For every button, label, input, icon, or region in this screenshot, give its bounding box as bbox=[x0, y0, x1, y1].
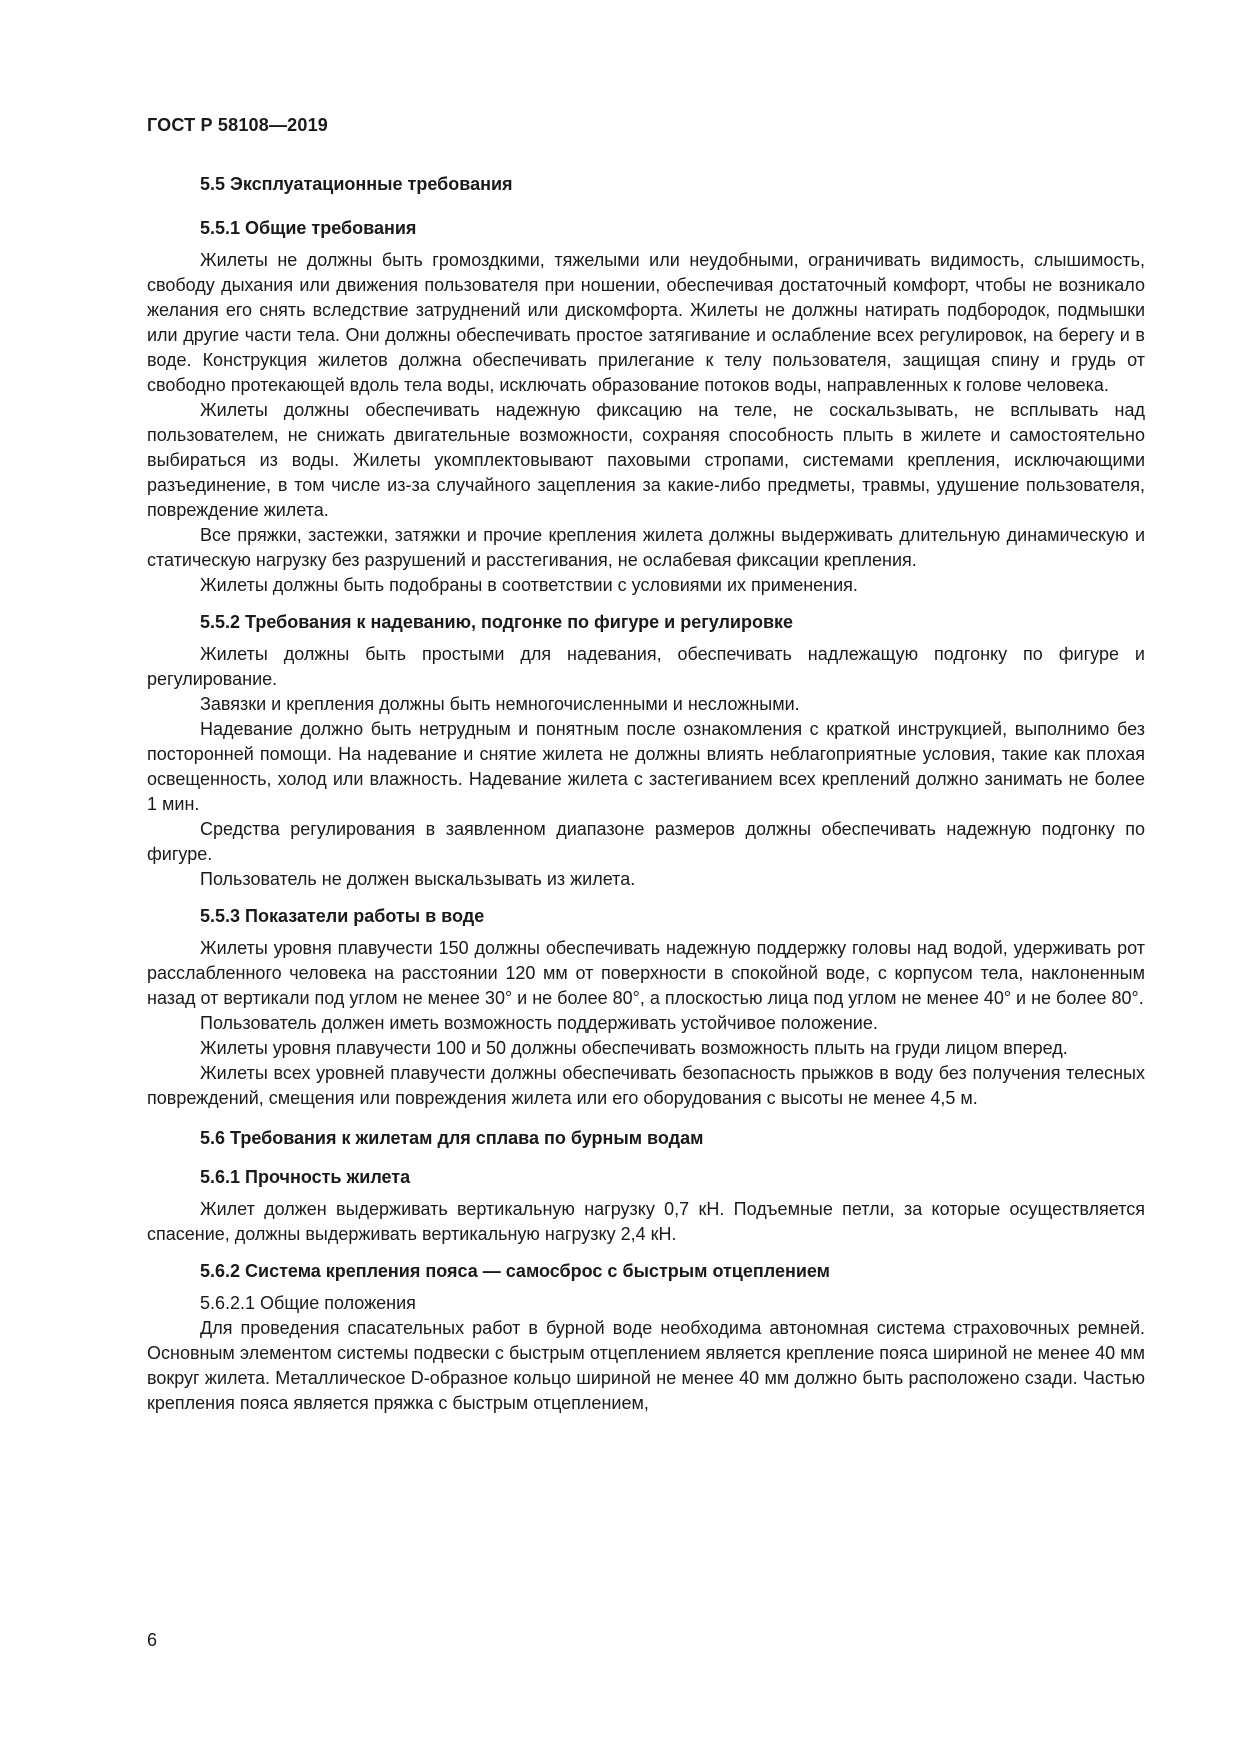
paragraph: Жилеты уровня плавучести 150 должны обеспечивать надежную поддержку головы над водой, удерживать рот расслабленного человека на расстоянии 120 мм от поверхности в спокойной воде, с корпусом тела, наклоненным назад от вертикали под углом не менее 30° и не более 80°, а плоскостью лица под углом не менее 40° и не более 80°. bbox=[147, 938, 1145, 1008]
paragraph: Жилеты должны быть подобраны в соответствии с условиями их применения. bbox=[200, 575, 858, 595]
paragraph: Жилеты всех уровней плавучести должны обеспечивать безопасность прыжков в воду без получения телесных повреждений, смещения или повреждения жилета или его оборудования с высоты не менее 4,5 м. bbox=[147, 1063, 1145, 1108]
page-number: 6 bbox=[147, 1630, 158, 1650]
section-heading-5-5: 5.5 Эксплуатационные требования bbox=[200, 174, 513, 194]
paragraph: Надевание должно быть нетрудным и понятным после ознакомления с краткой инструкцией, выполнимо без посторонней помощи. На надевание и снятие жилета не должны влиять неблагоприятные условия, такие как плохая освещенность, холод или влажность. Надевание жилета с застегиванием всех креплений должно занимать не более 1 мин. bbox=[147, 719, 1145, 814]
section-heading-5-6-2: 5.6.2 Система крепления пояса — самосброс с быстрым отцеплением bbox=[200, 1261, 830, 1281]
subsection-heading-5-6-2-1: 5.6.2.1 Общие положения bbox=[200, 1293, 416, 1313]
paragraph: Пользователь не должен выскальзывать из жилета. bbox=[200, 869, 636, 889]
document-id: ГОСТ Р 58108—2019 bbox=[147, 115, 329, 135]
paragraph: Жилеты должны быть простыми для надевания, обеспечивать надлежащую подгонку по фигуре и регулирование. bbox=[147, 644, 1145, 689]
paragraph: Жилеты уровня плавучести 100 и 50 должны обеспечивать возможность плыть на груди лицом вперед. bbox=[200, 1038, 1068, 1058]
section-heading-5-5-1: 5.5.1 Общие требования bbox=[200, 218, 417, 238]
paragraph: Завязки и крепления должны быть немногочисленными и несложными. bbox=[200, 694, 800, 714]
paragraph: Жилет должен выдерживать вертикальную нагрузку 0,7 кН. Подъемные петли, за которые осуществляется спасение, должны выдерживать вертикальную нагрузку 2,4 кН. bbox=[147, 1199, 1145, 1244]
paragraph: Пользователь должен иметь возможность поддерживать устойчивое положение. bbox=[200, 1013, 878, 1033]
document-body bbox=[147, 172, 1145, 1416]
section-heading-5-5-3: 5.5.3 Показатели работы в воде bbox=[200, 906, 485, 926]
paragraph: Жилеты не должны быть громоздкими, тяжелыми или неудобными, ограничивать видимость, слышимость, свободу дыхания или движения пользователя при ношении, обеспечивая достаточный комфорт, чтобы не возникало желания его снять вследствие затруднений или дискомфорта. Жилеты не должны натирать подбородок, подмышки или другие части тела. Они должны обеспечивать простое затягивание и ослабление всех регулировок, на берегу и в воде. Конструкция жилетов должна обеспечивать прилегание к телу пользователя, защищая спину и грудь от свободно протекающей вдоль тела воды, исключать образование потоков воды, направленных к голове человека. bbox=[147, 250, 1145, 395]
paragraph: Для проведения спасательных работ в бурной воде необходима автономная система страховочных ремней. Основным элементом системы подвески с быстрым отцеплением является крепление пояса шириной не менее 40 мм вокруг жилета. Металлическое D-образное кольцо шириной не менее 40 мм должно быть расположено сзади. Частью крепления пояса является пряжка с быстрым отцеплением, bbox=[147, 1318, 1145, 1413]
section-heading-5-6: 5.6 Требования к жилетам для сплава по бурным водам bbox=[200, 1128, 704, 1148]
paragraph: Средства регулирования в заявленном диапазоне размеров должны обеспечивать надежную подгонку по фигуре. bbox=[147, 819, 1145, 864]
section-heading-5-6-1: 5.6.1 Прочность жилета bbox=[200, 1167, 411, 1187]
paragraph: Жилеты должны обеспечивать надежную фиксацию на теле, не соскальзывать, не всплывать над пользователем, не снижать двигательные возможности, сохраняя способность плыть в жилете и самостоятельно выбираться из воды. Жилеты укомплектовывают паховыми стропами, системами крепления, исключающими разъединение, в том числе из-за случайного зацепления за какие-либо предметы, травмы, удушение пользователя, повреждение жилета. bbox=[147, 400, 1145, 520]
paragraph: Все пряжки, застежки, затяжки и прочие крепления жилета должны выдерживать длительную динамическую и статическую нагрузку без разрушений и расстегивания, не ослабевая фиксации крепления. bbox=[147, 525, 1145, 570]
section-heading-5-5-2: 5.5.2 Требования к надеванию, подгонке по фигуре и регулировке bbox=[200, 612, 794, 632]
